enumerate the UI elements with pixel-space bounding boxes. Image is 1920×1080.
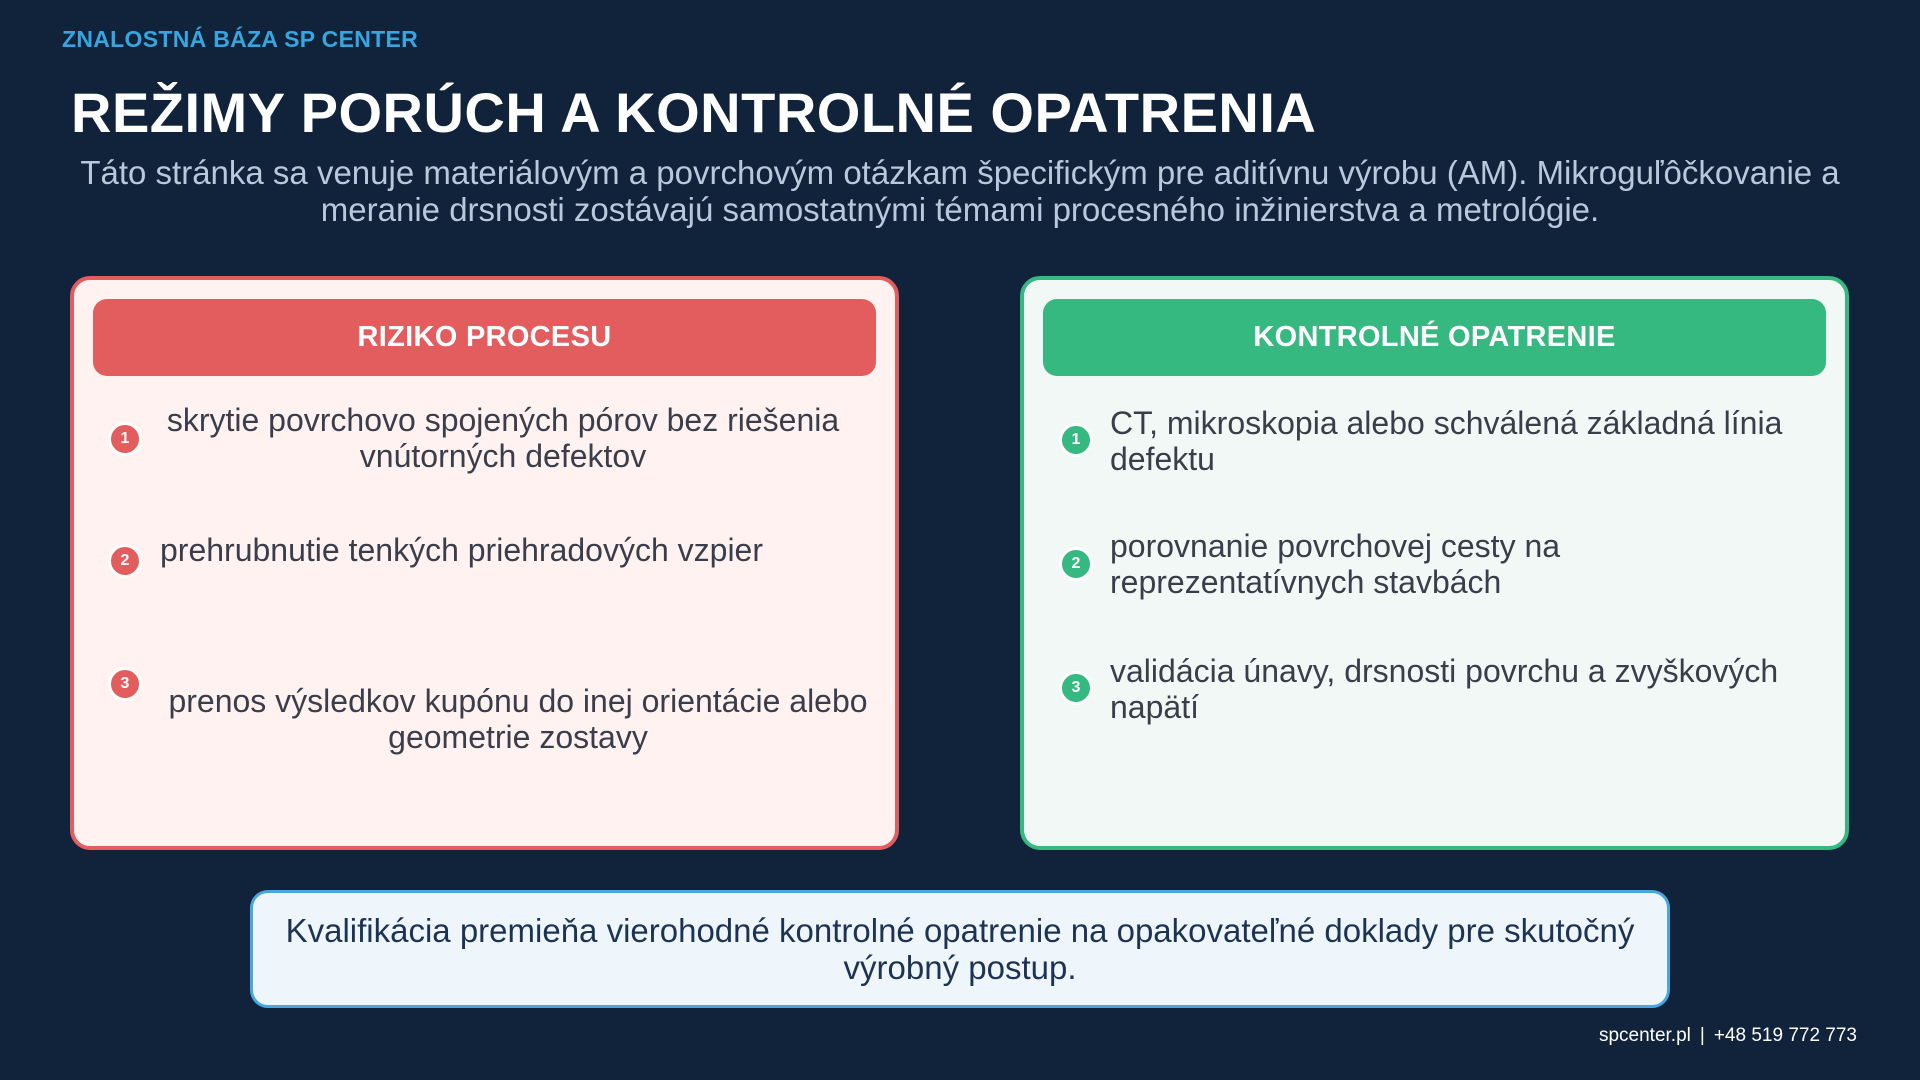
control-item-text: CT, mikroskopia alebo schválená základná línia defektu	[1110, 405, 1783, 477]
number-badge-1: 1	[1059, 423, 1093, 457]
number-badge-2: 2	[1059, 547, 1093, 581]
contact-info	[1599, 1025, 1857, 1047]
risk-item-text: prenos výsledkov kupónu do inej orientácie alebo geometrie zostavy	[168, 683, 868, 755]
website-link[interactable]: spcenter.pl	[1598, 1025, 1691, 1046]
knowledge-base-label: ZNALOSTNÁ BÁZA SP CENTER	[62, 26, 419, 52]
qualification-statement: Kvalifikácia premieňa vierohodné kontrolné opatrenie na opakovateľné doklady pre skutočný výrobný postup.	[285, 912, 1635, 986]
control-item-text: validácia únavy, drsnosti povrchu a zvyškových napätí	[1110, 653, 1779, 725]
qualification-statement-box	[250, 890, 1670, 1008]
risk-item-text: prehrubnutie tenkých priehradových vzpier	[160, 532, 763, 568]
phone-number[interactable]: +48 519 772 773	[1713, 1025, 1857, 1046]
number-badge-3: 3	[1059, 671, 1093, 705]
risk-item-text: skrytie povrchovo spojených pórov bez riešenia vnútorných defektov	[166, 402, 840, 474]
control-item-text: porovnanie povrchovej cesty na reprezentatívnych stavbách	[1110, 528, 1561, 600]
number-badge-2: 2	[108, 544, 142, 578]
risk-card	[70, 276, 899, 850]
number-badge-1: 1	[108, 422, 142, 456]
control-card-heading: KONTROLNÉ OPATRENIE	[1043, 299, 1826, 376]
risk-card-heading: RIZIKO PROCESU	[93, 299, 876, 376]
number-badge-3: 3	[108, 667, 142, 701]
page-title: REŽIMY PORÚCH A KONTROLNÉ OPATRENIA	[71, 81, 1317, 144]
page-subtitle: Táto stránka sa venuje materiálovým a povrchovým otázkam špecifickým pre aditívnu výrobu (AM). Mikroguľôčkovanie a meranie drsnosti zostávajú samostatnými témami procesného inžinierstva a metrológie.	[80, 154, 1840, 228]
control-card	[1020, 276, 1849, 850]
contact-separator: |	[1699, 1025, 1705, 1046]
